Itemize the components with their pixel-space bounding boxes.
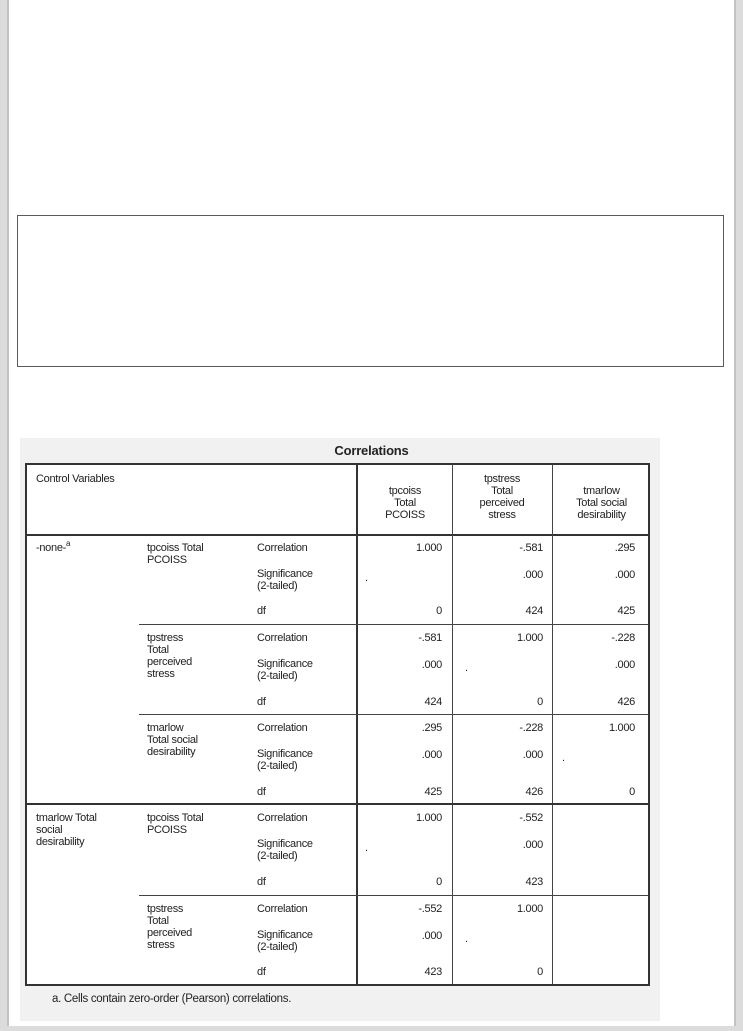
table-cell: 0 [436,605,442,617]
column-header-tmarlow: tmarlow Total social desirability [576,485,627,521]
bottom-border [0,1026,743,1031]
table-cell: . [465,662,468,674]
table-cell: .000 [522,839,543,851]
control-variables-header: Control Variables [36,473,115,485]
stat-label-correlation: Correlation [257,903,308,915]
table-cell: 1.000 [608,722,635,734]
stat-label-correlation: Correlation [257,812,308,824]
table-cell: -.228 [611,632,635,644]
table-cell: . [365,842,368,854]
stat-label-significance: Significance (2-tailed) [257,658,313,682]
table-cell: -.552 [519,812,543,824]
table-cell: 0 [629,786,635,798]
table-cell: -.581 [519,542,543,554]
variable-label-tpstress: tpstress Total perceived stress [147,903,192,951]
table-cell: .295 [421,722,442,734]
stat-label-df: df [257,786,266,798]
stat-label-significance: Significance (2-tailed) [257,748,313,772]
table-cell: -.581 [418,632,442,644]
correlations-table [25,463,650,986]
left-border [0,0,9,1031]
stat-label-df: df [257,876,266,888]
table-cell: -.228 [519,722,543,734]
table-cell: 423 [525,876,543,888]
table-title: Correlations [334,443,409,458]
table-cell: 0 [537,696,543,708]
stat-label-correlation: Correlation [257,542,308,554]
table-footnote: a. Cells contain zero-order (Pearson) correlations. [52,993,292,1005]
empty-text-box[interactable] [17,215,724,367]
table-cell: 1.000 [516,632,543,644]
variable-label-tpstress: tpstress Total perceived stress [147,632,192,680]
stat-label-correlation: Correlation [257,722,308,734]
table-cell: 0 [436,876,442,888]
table-cell: 1.000 [415,812,442,824]
table-cell: 425 [617,605,635,617]
table-cell: 425 [424,786,442,798]
table-cell: .000 [522,749,543,761]
table-cell: 1.000 [516,903,543,915]
table-cell: .000 [614,659,635,671]
stat-label-significance: Significance (2-tailed) [257,568,313,592]
table-cell: .000 [522,569,543,581]
table-cell: 426 [525,786,543,798]
control-none-label: -none-$^a$ [36,539,71,554]
variable-label-tpcoiss: tpcoiss Total PCOISS [147,542,204,566]
table-cell: 423 [424,966,442,978]
control-tmarlow-label: tmarlow Total social desirability [36,812,97,848]
table-cell: .000 [421,930,442,942]
table-cell: .000 [614,569,635,581]
variable-label-tpcoiss: tpcoiss Total PCOISS [147,812,204,836]
variable-label-tmarlow: tmarlow Total social desirability [147,722,198,758]
stat-label-correlation: Correlation [257,632,308,644]
stat-label-significance: Significance (2-tailed) [257,929,313,953]
stat-label-significance: Significance (2-tailed) [257,838,313,862]
stat-label-df: df [257,605,266,617]
table-cell: .000 [421,749,442,761]
table-cell: . [365,572,368,584]
table-cell: . [562,752,565,764]
column-header-tpstress: tpstress Total perceived stress [479,473,525,521]
table-cell: -.552 [418,903,442,915]
table-cell: 0 [537,966,543,978]
right-scrollbar-track[interactable] [734,0,743,1031]
table-cell: 426 [617,696,635,708]
stat-label-df: df [257,966,266,978]
column-header-tpcoiss: tpcoiss Total PCOISS [385,485,425,521]
stat-label-df: df [257,696,266,708]
table-cell: . [465,933,468,945]
table-cell: .295 [614,542,635,554]
table-cell: 424 [424,696,442,708]
table-cell: .000 [421,659,442,671]
table-cell: 424 [525,605,543,617]
table-cell: 1.000 [415,542,442,554]
